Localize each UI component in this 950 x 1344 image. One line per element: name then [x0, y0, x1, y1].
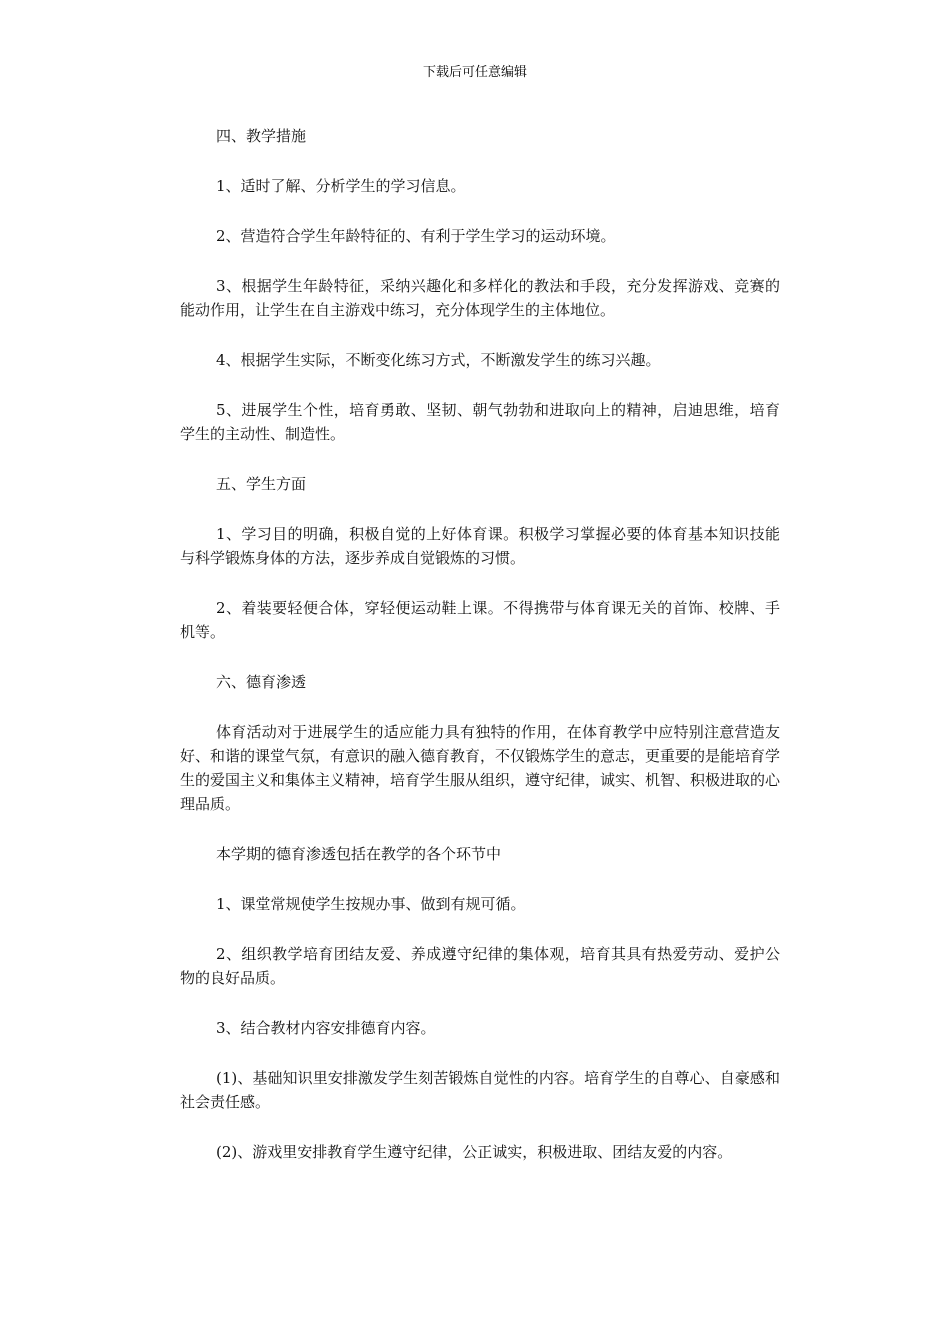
- paragraph-moral-1: 1、课堂常规使学生按规办事、做到有规可循。: [216, 895, 526, 913]
- paragraph-measure-2: 2、营造符合学生年龄特征的、有利于学生学习的运动环境。: [216, 227, 616, 245]
- paragraph-student-1: 1、学习目的明确，积极自觉的上好体育课。积极学习掌握必要的体育基本知识技能与科学锻炼身体的方法，逐步养成自觉锻炼的习惯。: [180, 525, 780, 567]
- paragraph-measure-1: 1、适时了解、分析学生的学习信息。: [216, 177, 466, 195]
- paragraph-moral-scope: 本学期的德育渗透包括在教学的各个环节中: [216, 845, 502, 863]
- paragraph-moral-3: 3、结合教材内容安排德育内容。: [216, 1019, 436, 1037]
- paragraph-moral-2: 2、组织教学培育团结友爱、养成遵守纪律的集体观，培育其具有热爱劳动、爱护公物的良好品质。: [180, 945, 780, 987]
- document-body: [180, 124, 780, 1190]
- paragraph-moral-intro: 体育活动对于进展学生的适应能力具有独特的作用，在体育教学中应特别注意营造友好、和谐的课堂气氛，有意识的融入德育教育，不仅锻炼学生的意志，更重要的是能培育学生的爱国主义和集体主义精神，培育学生服从组织，遵守纪律，诚实、机智、积极进取的心理品质。: [180, 723, 781, 813]
- section-heading-teaching-measures: 四、教学措施: [216, 127, 307, 145]
- section-heading-students: 五、学生方面: [216, 475, 307, 493]
- paragraph-moral-3-sub-1: (1)、基础知识里安排激发学生刻苦锻炼自觉性的内容。培育学生的自尊心、自豪感和社会责任感。: [180, 1069, 780, 1111]
- paragraph-student-2: 2、着装要轻便合体，穿轻便运动鞋上课。不得携带与体育课无关的首饰、校牌、手机等。: [180, 599, 780, 641]
- page-header: 下载后可任意编辑: [422, 65, 527, 80]
- paragraph-measure-4: 4、根据学生实际，不断变化练习方式，不断激发学生的练习兴趣。: [216, 351, 661, 369]
- paragraph-measure-3: 3、根据学生年龄特征，采纳兴趣化和多样化的教法和手段，充分发挥游戏、竞赛的能动作用，让学生在自主游戏中练习，充分体现学生的主体地位。: [180, 277, 780, 319]
- paragraph-measure-5: 5、进展学生个性，培育勇敢、坚韧、朝气勃勃和进取向上的精神，启迪思维，培育学生的主动性、制造性。: [180, 401, 780, 443]
- paragraph-moral-3-sub-2: (2)、游戏里安排教育学生遵守纪律，公正诚实，积极进取、团结友爱的内容。: [216, 1143, 733, 1161]
- section-heading-moral-education: 六、德育渗透: [216, 673, 307, 691]
